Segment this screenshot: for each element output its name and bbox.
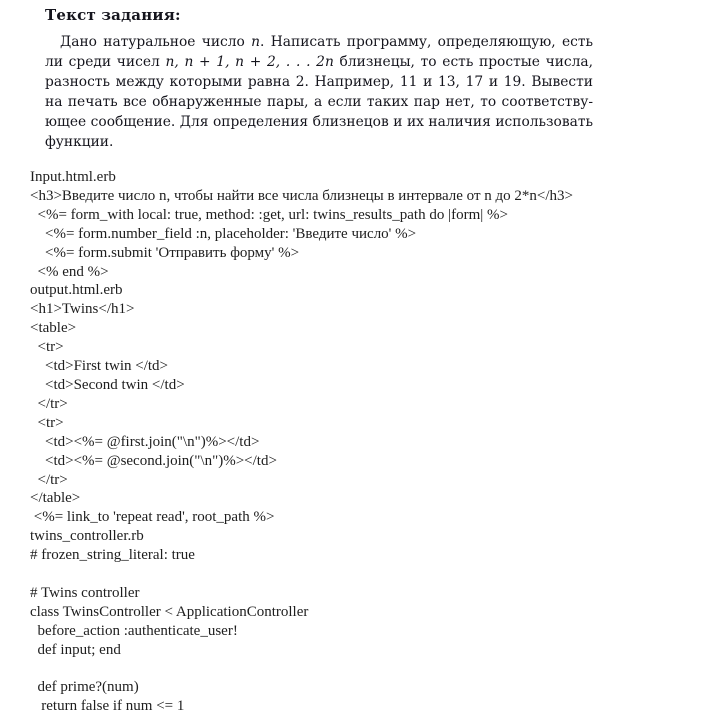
code-line: # Twins controller bbox=[30, 584, 140, 601]
code-line: # frozen_string_literal: true bbox=[30, 547, 195, 564]
code-line: <%= form_with local: true, method: :get, url: twins_results_path do |form| %> bbox=[30, 206, 508, 223]
code-line: <h3>Введите число n, чтобы найти все числа близнецы в интервале от n до 2*n</h3> bbox=[30, 187, 573, 204]
task-text: . Написать программу, определяющую, есть bbox=[260, 34, 593, 50]
code-line bbox=[30, 565, 720, 584]
code-line: twins_controller.rb bbox=[30, 528, 144, 545]
task-text: Дано натуральное число bbox=[60, 34, 252, 50]
code-line: class TwinsController < ApplicationController bbox=[30, 603, 309, 620]
code-line: <table> bbox=[30, 320, 77, 337]
code-listing bbox=[30, 168, 720, 716]
code-line: <td><%= @first.join("\n")%></td> bbox=[30, 433, 260, 450]
task-line bbox=[45, 52, 593, 72]
task-line: функции. bbox=[45, 134, 114, 150]
task-statement bbox=[45, 32, 593, 152]
code-line: output.html.erb bbox=[30, 282, 123, 299]
task-heading: Текст задания: bbox=[45, 6, 181, 24]
code-line: <tr> bbox=[30, 414, 64, 431]
code-line: <%= link_to 'repeat read', root_path %> bbox=[30, 509, 275, 526]
code-line: <%= form.submit 'Отправить форму' %> bbox=[30, 244, 300, 261]
code-line: def input; end bbox=[30, 641, 121, 658]
task-line: на печать все обнаруженные пары, а если таких пар нет, то соответству- bbox=[45, 94, 593, 110]
code-line: <td><%= @second.join("\n")%></td> bbox=[30, 452, 277, 469]
task-line: ющее сообщение. Для определения близнецов и их наличия использовать bbox=[45, 114, 593, 130]
code-line: before_action :authenticate_user! bbox=[30, 622, 238, 639]
code-line: <tr> bbox=[30, 339, 64, 356]
code-line: <td>First twin </td> bbox=[30, 358, 169, 375]
code-line: <td>Second twin </td> bbox=[30, 376, 185, 393]
code-line: </tr> bbox=[30, 395, 68, 412]
code-line: </tr> bbox=[30, 471, 68, 488]
code-line: <h1>Twins</h1> bbox=[30, 301, 135, 318]
math-expression: n, n + 1, n + 2, . . . 2n bbox=[165, 54, 334, 70]
code-line: <% end %> bbox=[30, 263, 109, 280]
code-line: def prime?(num) bbox=[30, 679, 139, 696]
code-line bbox=[30, 660, 720, 679]
math-variable: n bbox=[251, 34, 261, 50]
task-text: близнецы, то есть простые числа, bbox=[333, 54, 593, 70]
code-line: return false if num <= 1 bbox=[30, 698, 185, 715]
task-line bbox=[45, 32, 593, 52]
task-text: ли среди чисел bbox=[45, 54, 166, 70]
task-line: разность между которыми равна 2. Например, 11 и 13, 17 и 19. Вывести bbox=[45, 74, 593, 90]
code-line: <%= form.number_field :n, placeholder: 'Введите число' %> bbox=[30, 225, 417, 242]
code-line: </table> bbox=[30, 490, 81, 507]
code-line: Input.html.erb bbox=[30, 169, 116, 185]
